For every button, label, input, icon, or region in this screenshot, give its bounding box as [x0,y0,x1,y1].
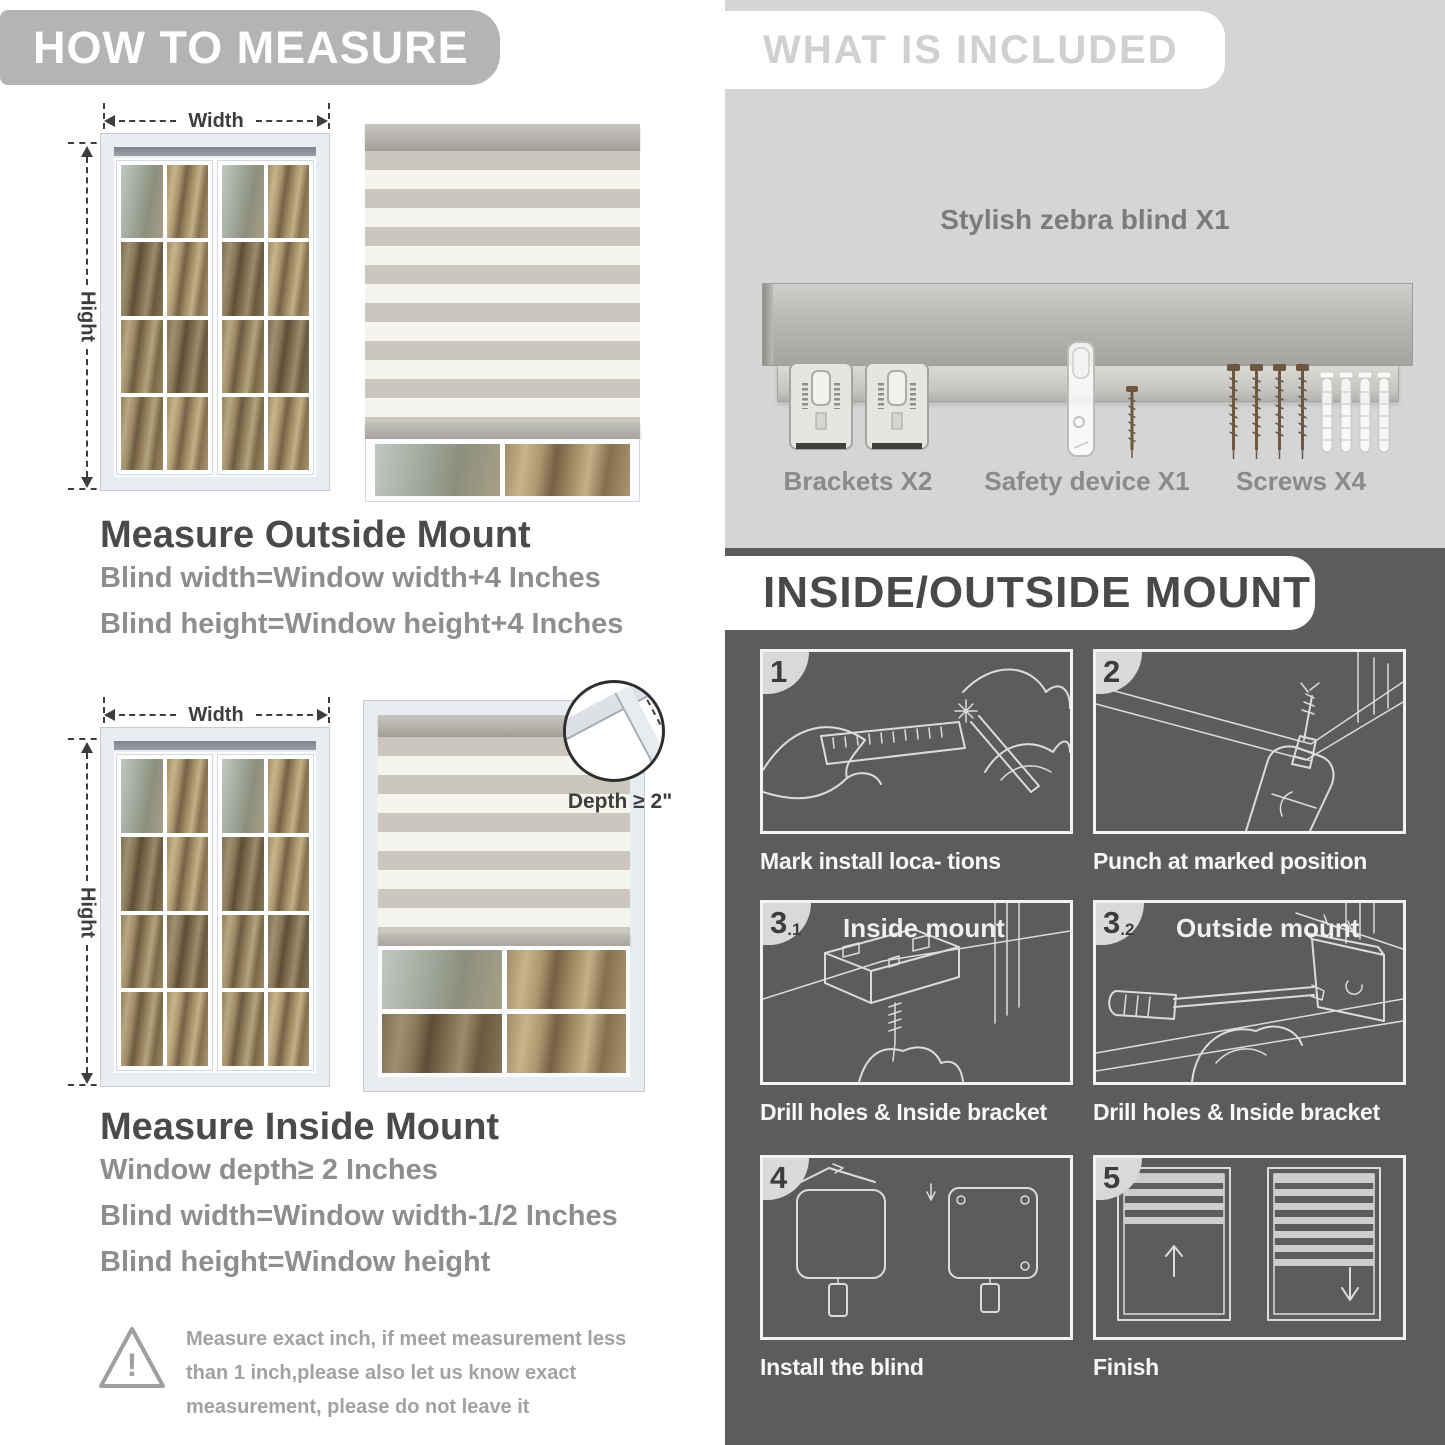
depth-label: Depth ≥ 2" [567,790,673,813]
arrow-down-icon [81,1073,93,1084]
step-number-badge: 3 .2 [1096,903,1144,945]
warning-line3: measurement, please do not leave it [186,1396,530,1418]
step-number-badge: 4 [763,1158,809,1200]
height-label: Hight [76,291,99,343]
step-caption-4: Install the blind [760,1354,924,1380]
arrow-left-icon [104,709,115,721]
mount-section-header: INSIDE/OUTSIDE MOUNT [725,556,1315,630]
arrow-up-icon [81,146,93,157]
install-blind-illustration [763,1158,1070,1337]
drill-illustration [1096,652,1403,831]
window-sash [217,160,314,475]
screws-caption: Screws X4 [1235,466,1367,496]
inside-mount-heading: Measure Inside Mount [100,1106,500,1148]
width-label: Width [188,109,244,132]
right-column [725,0,1445,1445]
warning-line2: than 1 inch,please also let us know exact [186,1362,577,1384]
safety-device-icon [1062,340,1100,460]
window-sash [116,160,213,475]
step-box-4 [760,1155,1073,1340]
outside-mount-line1: Blind width=Window width+4 Inches [100,562,601,594]
arrow-up-icon [81,742,93,753]
outside-mount-heading: Measure Outside Mount [100,514,531,556]
inside-mount-line3: Blind height=Window height [100,1246,491,1278]
blind-cassette [365,124,640,151]
window-recess [114,147,316,156]
window-photo-outside [100,133,330,491]
wall-anchors-icon [1319,372,1393,462]
arrow-right-icon [317,709,328,721]
step-number-badge: 3 .1 [763,903,811,945]
warning-line1: Measure exact inch, if meet measurement less [186,1328,627,1350]
window-photo-inside [100,727,330,1087]
window-sash [217,754,314,1071]
arrow-right-icon [317,115,328,127]
step-box-1 [760,649,1073,834]
step-caption-1: Mark install loca- tions [760,848,1001,874]
how-to-measure-header: HOW TO MEASURE [0,10,500,85]
screws-icon [1225,364,1311,462]
mark-locations-illustration [763,652,1070,831]
screw-icon [1123,386,1141,460]
step-caption-5: Finish [1093,1354,1159,1380]
measure-warning [96,1322,626,1424]
window-sash [116,754,213,1071]
inside-mount-line1: Window depth≥ 2 Inches [100,1154,438,1186]
step-box-3-2 [1093,900,1406,1085]
step-number-badge: 2 [1096,652,1142,694]
blind-item-label: Stylish zebra blind X1 [940,204,1230,235]
inside-mount-line2: Blind width=Window width-1/2 Inches [100,1200,618,1232]
step-number-badge: 1 [763,652,809,694]
width-arrow-inside [104,704,328,726]
step-title: Inside mount [843,913,1005,943]
brackets-caption: Brackets X2 [783,466,933,496]
step-box-2 [1093,649,1406,834]
bracket-icon [788,357,854,459]
height-arrow-inside [76,742,98,1084]
finish-illustration [1096,1158,1403,1337]
zebra-blind-outside-demo [365,124,640,502]
arrow-down-icon [81,477,93,488]
width-arrow-outside [104,110,328,132]
width-label: Width [188,703,244,726]
blind-bottom-rail [365,423,640,439]
mount-steps-section [725,548,1445,1445]
step-box-3-1 [760,900,1073,1085]
depth-magnifier [563,680,665,782]
blind-stripes [365,151,640,423]
arrow-left-icon [104,115,115,127]
step-caption-3-1: Drill holes & Inside bracket [760,1099,1047,1125]
step-title: Outside mount [1176,913,1360,943]
bracket-icon [864,357,930,459]
warning-triangle-icon [96,1322,168,1394]
exclamation-glyph: ! [126,1347,138,1383]
step-number-badge: 5 [1096,1158,1142,1200]
height-arrow-outside [76,146,98,488]
blind-bottom-rail [378,933,630,946]
window-sliver [365,439,640,502]
what-is-included-header: WHAT IS INCLUDED [725,11,1225,89]
what-is-included-section [725,0,1445,548]
window-panes [378,946,630,1077]
step-box-5 [1093,1155,1406,1340]
height-label: Hight [76,887,99,939]
outside-mount-line2: Blind height=Window height+4 Inches [100,608,624,640]
step-caption-3-2: Drill holes & Inside bracket [1093,1099,1380,1125]
step-caption-2: Punch at marked position [1093,848,1367,874]
safety-device-caption: Safety device X1 [984,466,1190,496]
window-recess [114,741,316,750]
